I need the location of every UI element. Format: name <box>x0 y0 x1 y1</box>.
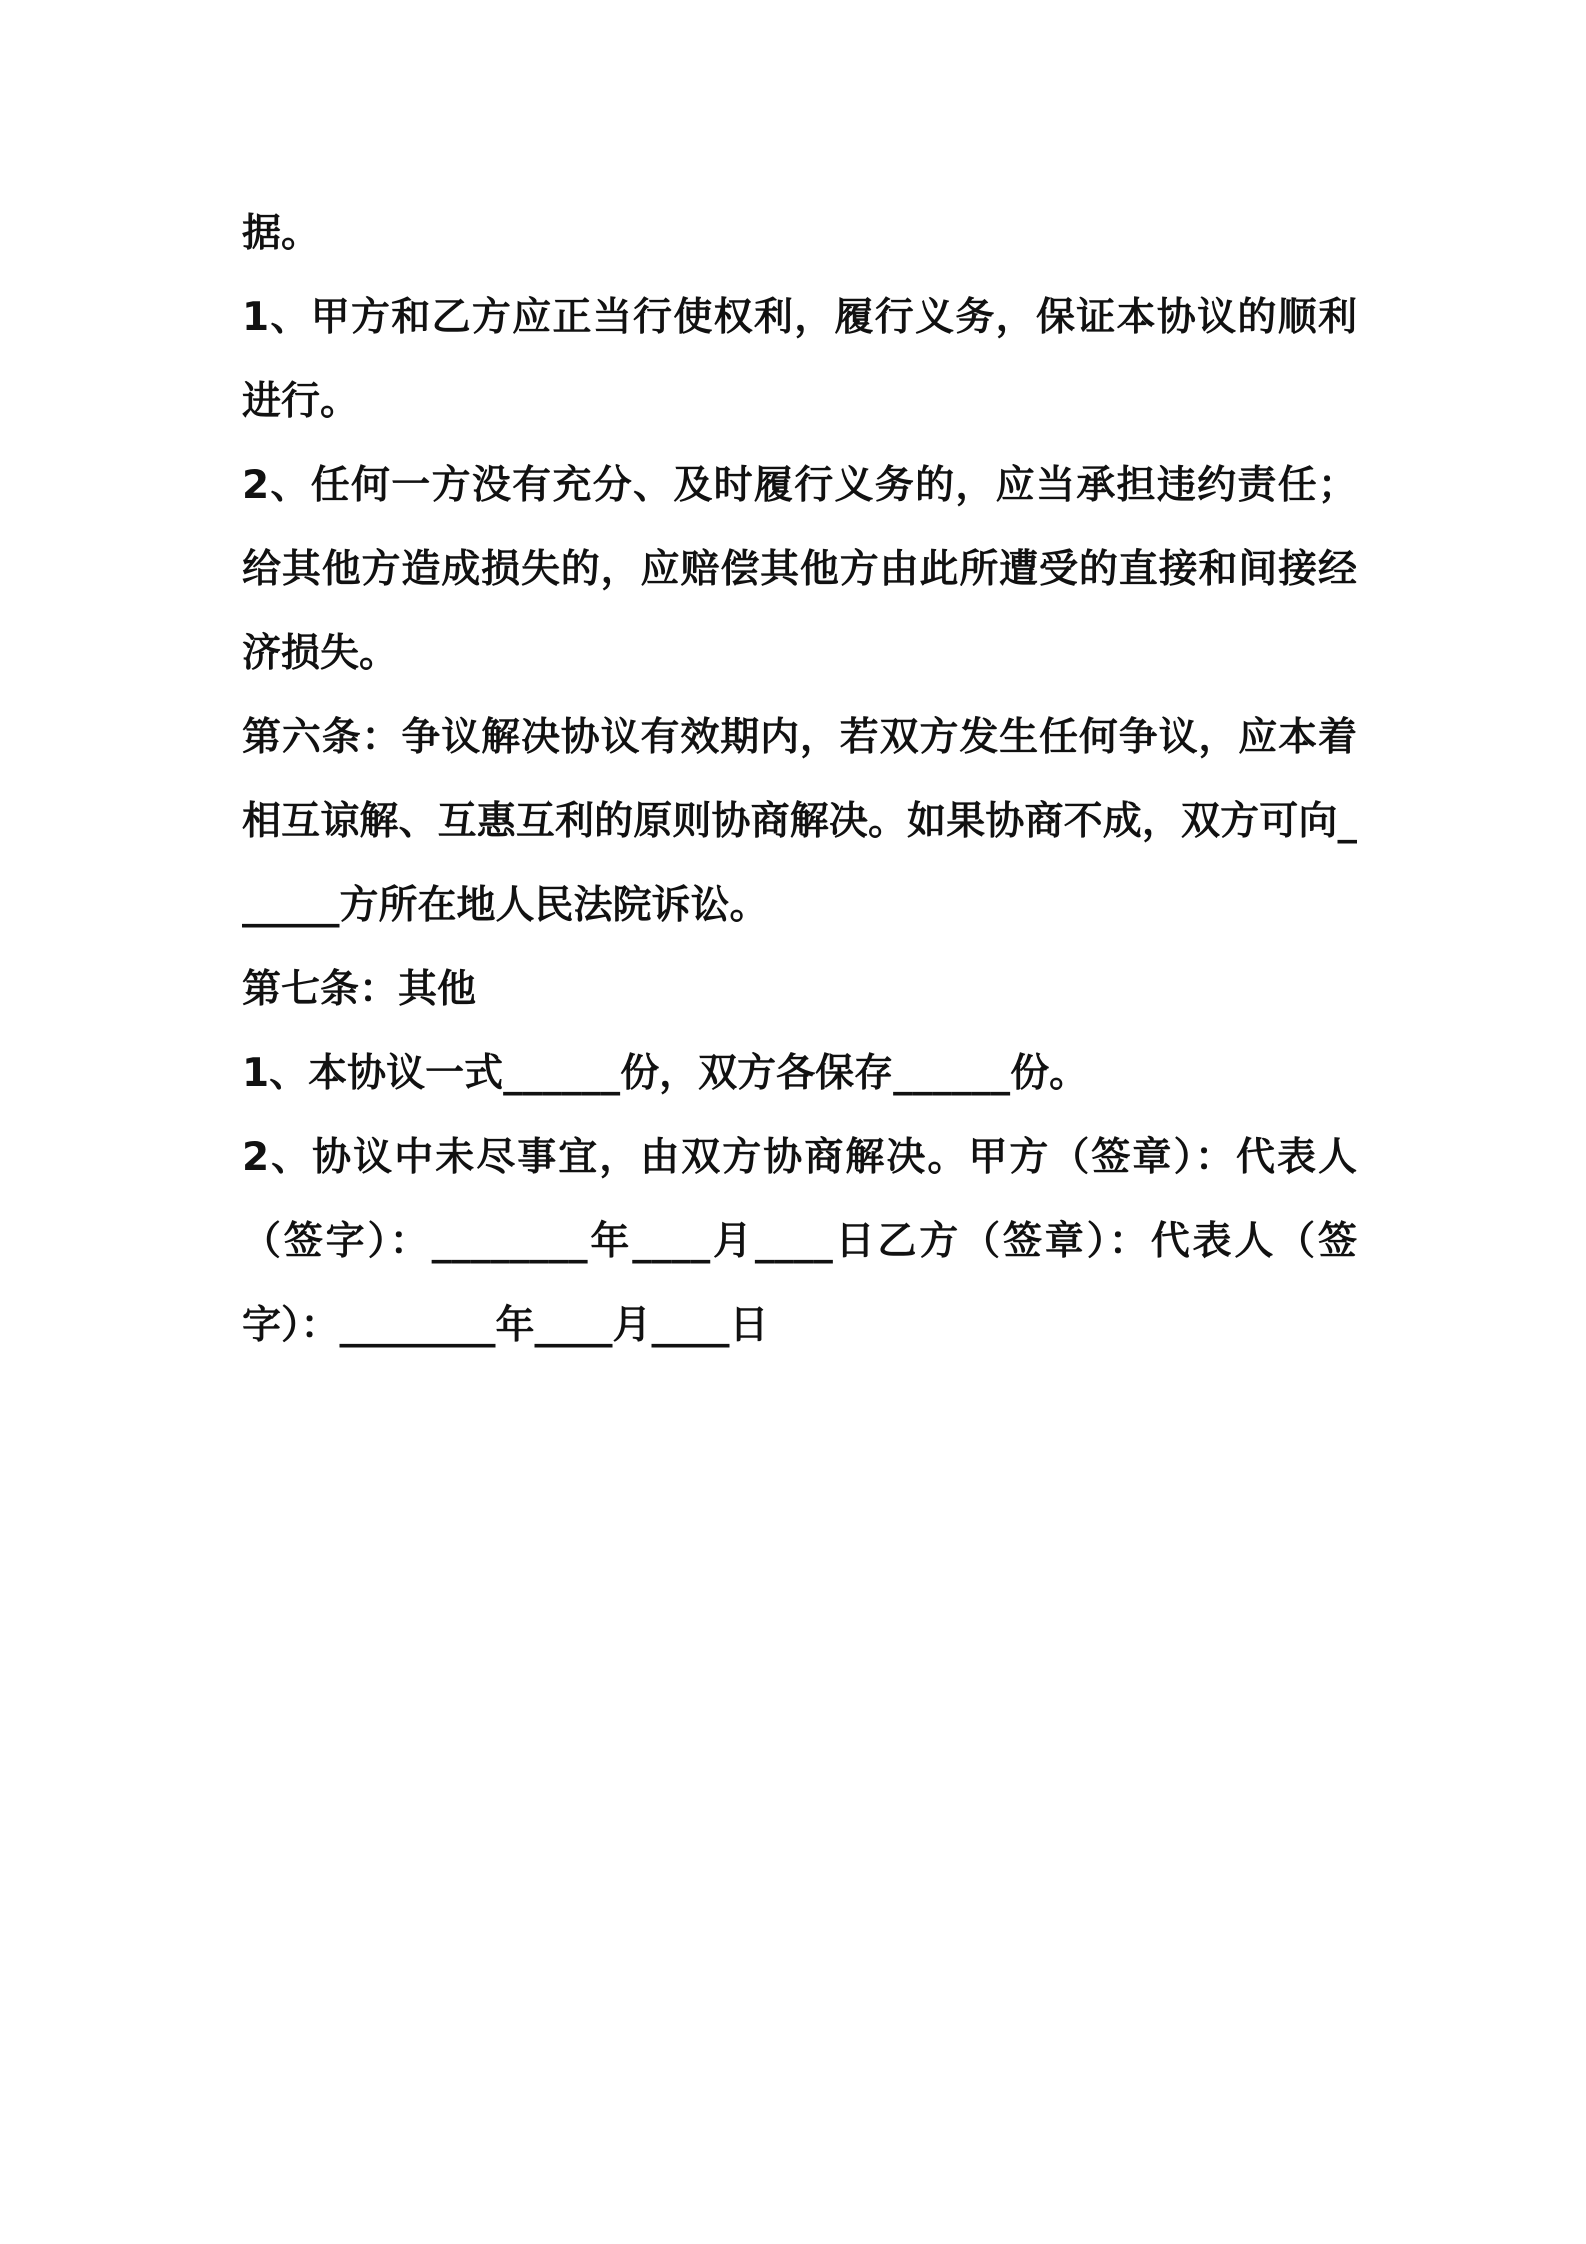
paragraph-continuation: 据。 <box>242 211 321 256</box>
paragraph-clause-2: 2、任何一方没有充分、及时履行义务的，应当承担违约责任；给其他方造成损失的，应赔偿其他方由此所遭受的直接和间接经济损失。 <box>242 463 1357 676</box>
paragraph-article-7-item-1: 1、本协议一式______份，双方各保存______份。 <box>242 1051 1089 1096</box>
paragraph-article-7-item-2-signatures: 2、协议中未尽事宜，由双方协商解决。甲方（签章）：代表人（签字）：________年____月____日乙方（签章）：代表人（签字）：________年____月____日 <box>242 1135 1357 1348</box>
paragraph-article-7-heading: 第七条：其他 <box>242 967 477 1012</box>
paragraph-clause-1: 1、甲方和乙方应正当行使权利，履行义务，保证本协议的顺利进行。 <box>242 295 1357 424</box>
document-body <box>242 192 1357 1368</box>
paragraph-article-6: 第六条：争议解决协议有效期内，若双方发生任何争议，应本着相互谅解、互惠互利的原则协商解决。如果协商不成，双方可向______方所在地人民法院诉讼。 <box>242 715 1357 928</box>
